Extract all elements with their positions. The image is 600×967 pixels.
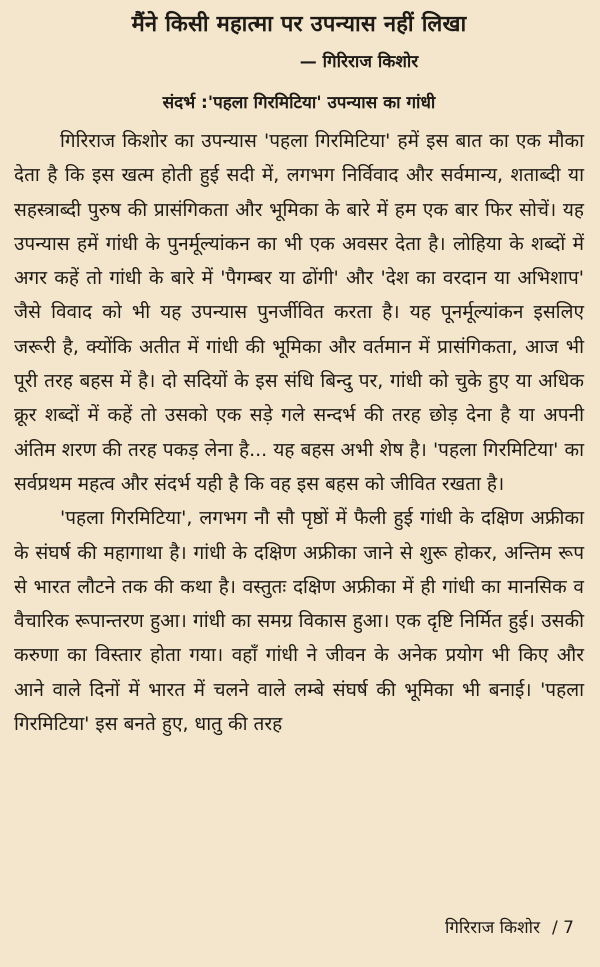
page-footer	[445, 916, 574, 940]
paragraph-1: गिरिराज किशोर का उपन्यास 'पहला गिरमिटिया' हमें इस बात का एक मौका देता है कि इस खत्म होती हुई सदी में, लगभग निर्विवाद और सर्वमान्य, शताब्दी या सहस्त्राब्दी पुरुष की प्रासंगिकता और भूमिका के बारे में हम एक बार फिर सोचें। यह उपन्यास हमें गांधी के पुनर्मूल्यांकन का भी एक अवसर देता है। लोहिया के शब्दों में अगर कहें तो गांधी के बारे में 'पैगम्बर या ढोंगी' और 'देश का वरदान या अभिशाप' जैसे विवाद को भी यह उपन्यास पुनर्जीवित करता है। यह पूनर्मूल्यांकन इसलिए जरूरी है, क्योंकि अतीत में गांधी की भूमिका और वर्तमान में प्रासंगिकता, आज भी पूरी तरह बहस में है। दो सदियों के इस संधि बिन्दु पर, गांधी को चुके हुए या अधिक क्रूर शब्दों में कहें तो उसको एक सड़े गले सन्दर्भ की तरह छोड़ देना है या अपनी अंतिम शरण की तरह पकड़ लेना है... यह बहस अभी शेष है। 'पहला गिरमिटिया' का सर्वप्रथम महत्व और संदर्भ यही है कि वह इस बहस को जीवित रखता है।	[14, 130, 584, 495]
footer-author: गिरिराज किशोर	[444, 918, 541, 938]
page-number: / 7	[552, 918, 574, 938]
article-title: मैंने किसी महात्मा पर उपन्यास नहीं लिखा	[131, 12, 467, 37]
context-subtitle: संदर्भ :'पहला गिरमिटिया' उपन्यास का गांधी	[162, 93, 436, 113]
author-byline: — गिरिराज किशोर	[299, 52, 419, 72]
article-body	[14, 124, 584, 741]
paragraph-2: 'पहला गिरमिटिया', लगभग नौ सौ पृष्ठों में फैली हुई गांधी के दक्षिण अफ्रीका के संघर्ष की महागाथा है। गांधी के दक्षिण अफ्रीका जाने से शुरू होकर, अन्तिम रूप से भारत लौटने तक की कथा है। वस्तुतः दक्षिण अफ्रीका में ही गांधी का मानसिक व वैचारिक रूपान्तरण हुआ। गांधी का समग्र विकास हुआ। एक दृष्टि निर्मित हुई। उसकी करुणा का विस्तार होता गया। वहाँ गांधी ने जीवन के अनेक प्रयोग भी किए और आने वाले दिनों में भारत में चलने वाले लम्बे संघर्ष की भूमिका भी बनाई। 'पहला गिरमिटिया' इस बनते हुए, धातु की तरह	[14, 507, 584, 736]
